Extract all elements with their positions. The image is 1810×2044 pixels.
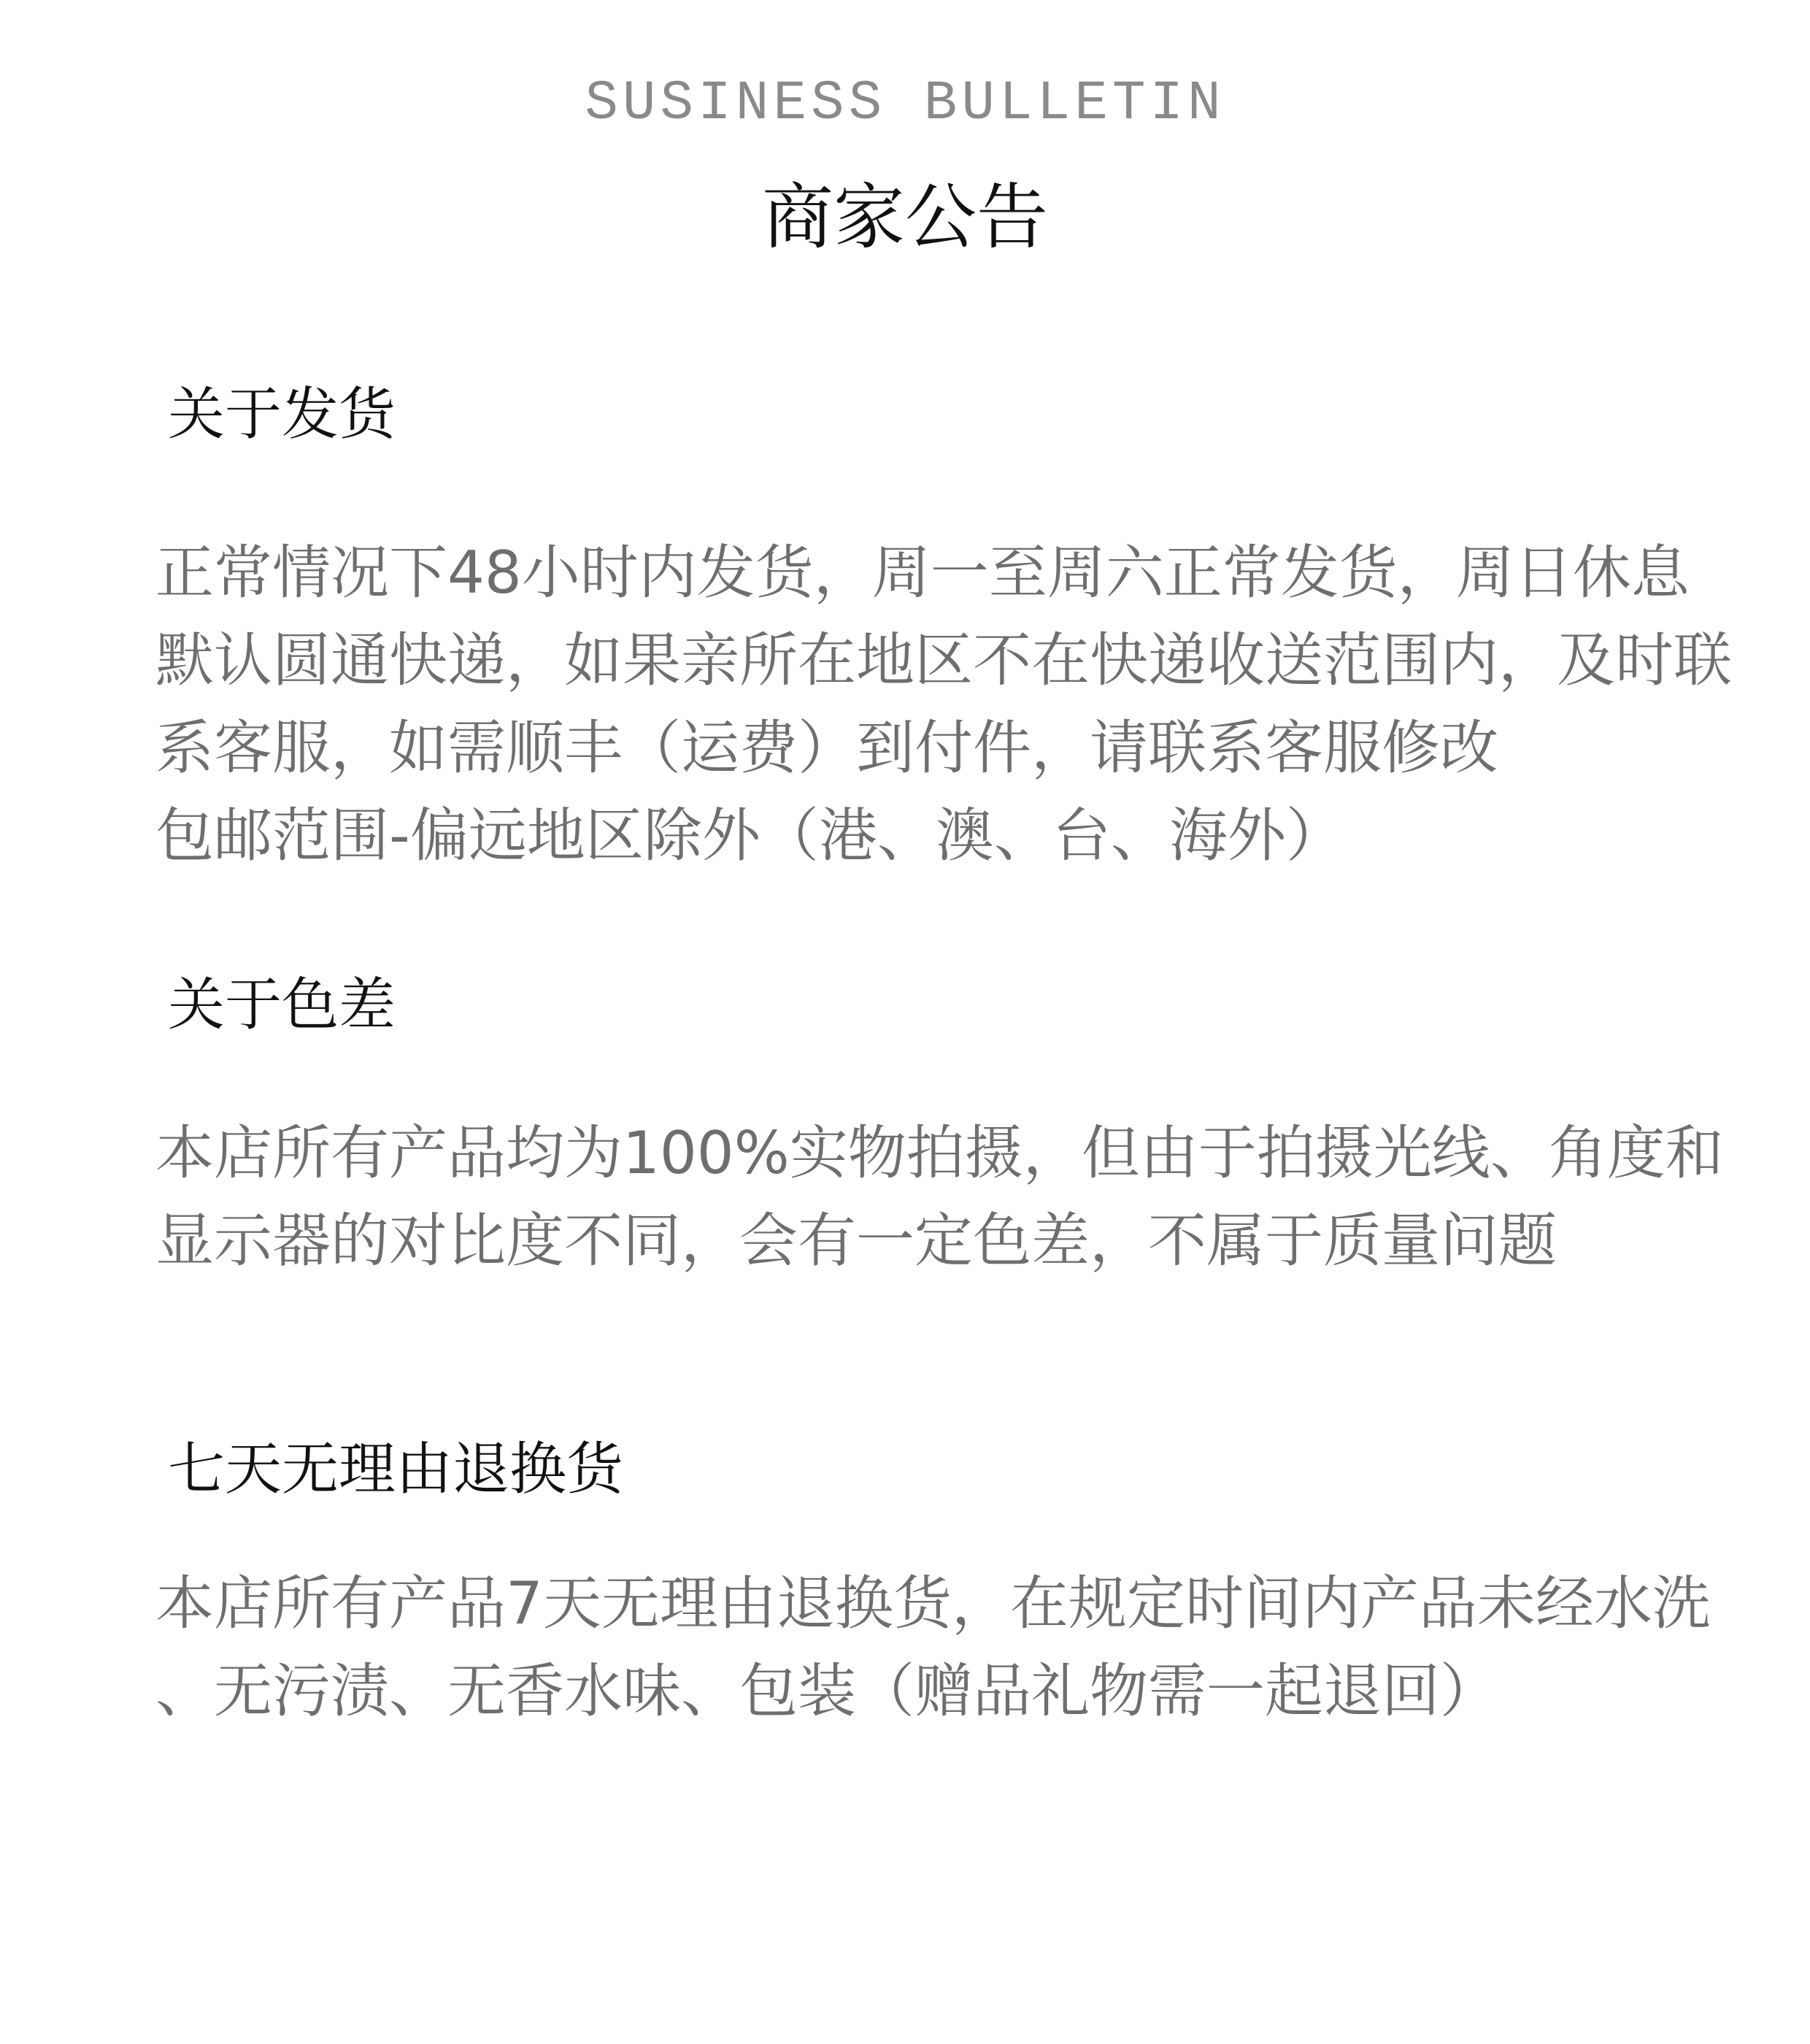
bulletin-title-en: SUSINESS BULLETIN [585, 72, 1225, 135]
section-body-shipping [155, 529, 1732, 880]
section-body-returns [155, 1560, 1711, 1735]
section-title-shipping: 关于发货 [168, 382, 396, 447]
paragraph-line: 正常情况下48小时内发货，周一至周六正常发货，周日休息 [155, 539, 1690, 607]
paragraph-line: 系客服，如需顺丰（运费）到付件，请联系客服修改 [155, 714, 1498, 782]
paragraph-line: 本店所有产品7天无理由退换货，在规定时间内产品未经水洗 [155, 1570, 1711, 1637]
section-title-color-difference: 关于色差 [168, 972, 396, 1038]
paragraph-line: 默认圆通快递，如果亲所在地区不在快递收送范围内，及时联 [155, 626, 1732, 694]
paragraph-line: 包邮范围-偏远地区除外（港、澳、台、海外） [155, 802, 1344, 869]
section-title-returns: 七天无理由退换货 [168, 1437, 624, 1502]
paragraph-line: 本店所有产品均为100%实物拍摄，但由于拍摄光线、角度和 [155, 1119, 1724, 1187]
paragraph-line: 显示器的对比度不同，会有一定色差，不属于质量问题 [155, 1207, 1557, 1275]
bulletin-title-zh: 商家公告 [761, 176, 1048, 259]
section-body-color-difference [155, 1110, 1724, 1285]
paragraph-line: 、无污渍、无香水味、包装（赠品礼物需一起退回） [155, 1657, 1498, 1725]
